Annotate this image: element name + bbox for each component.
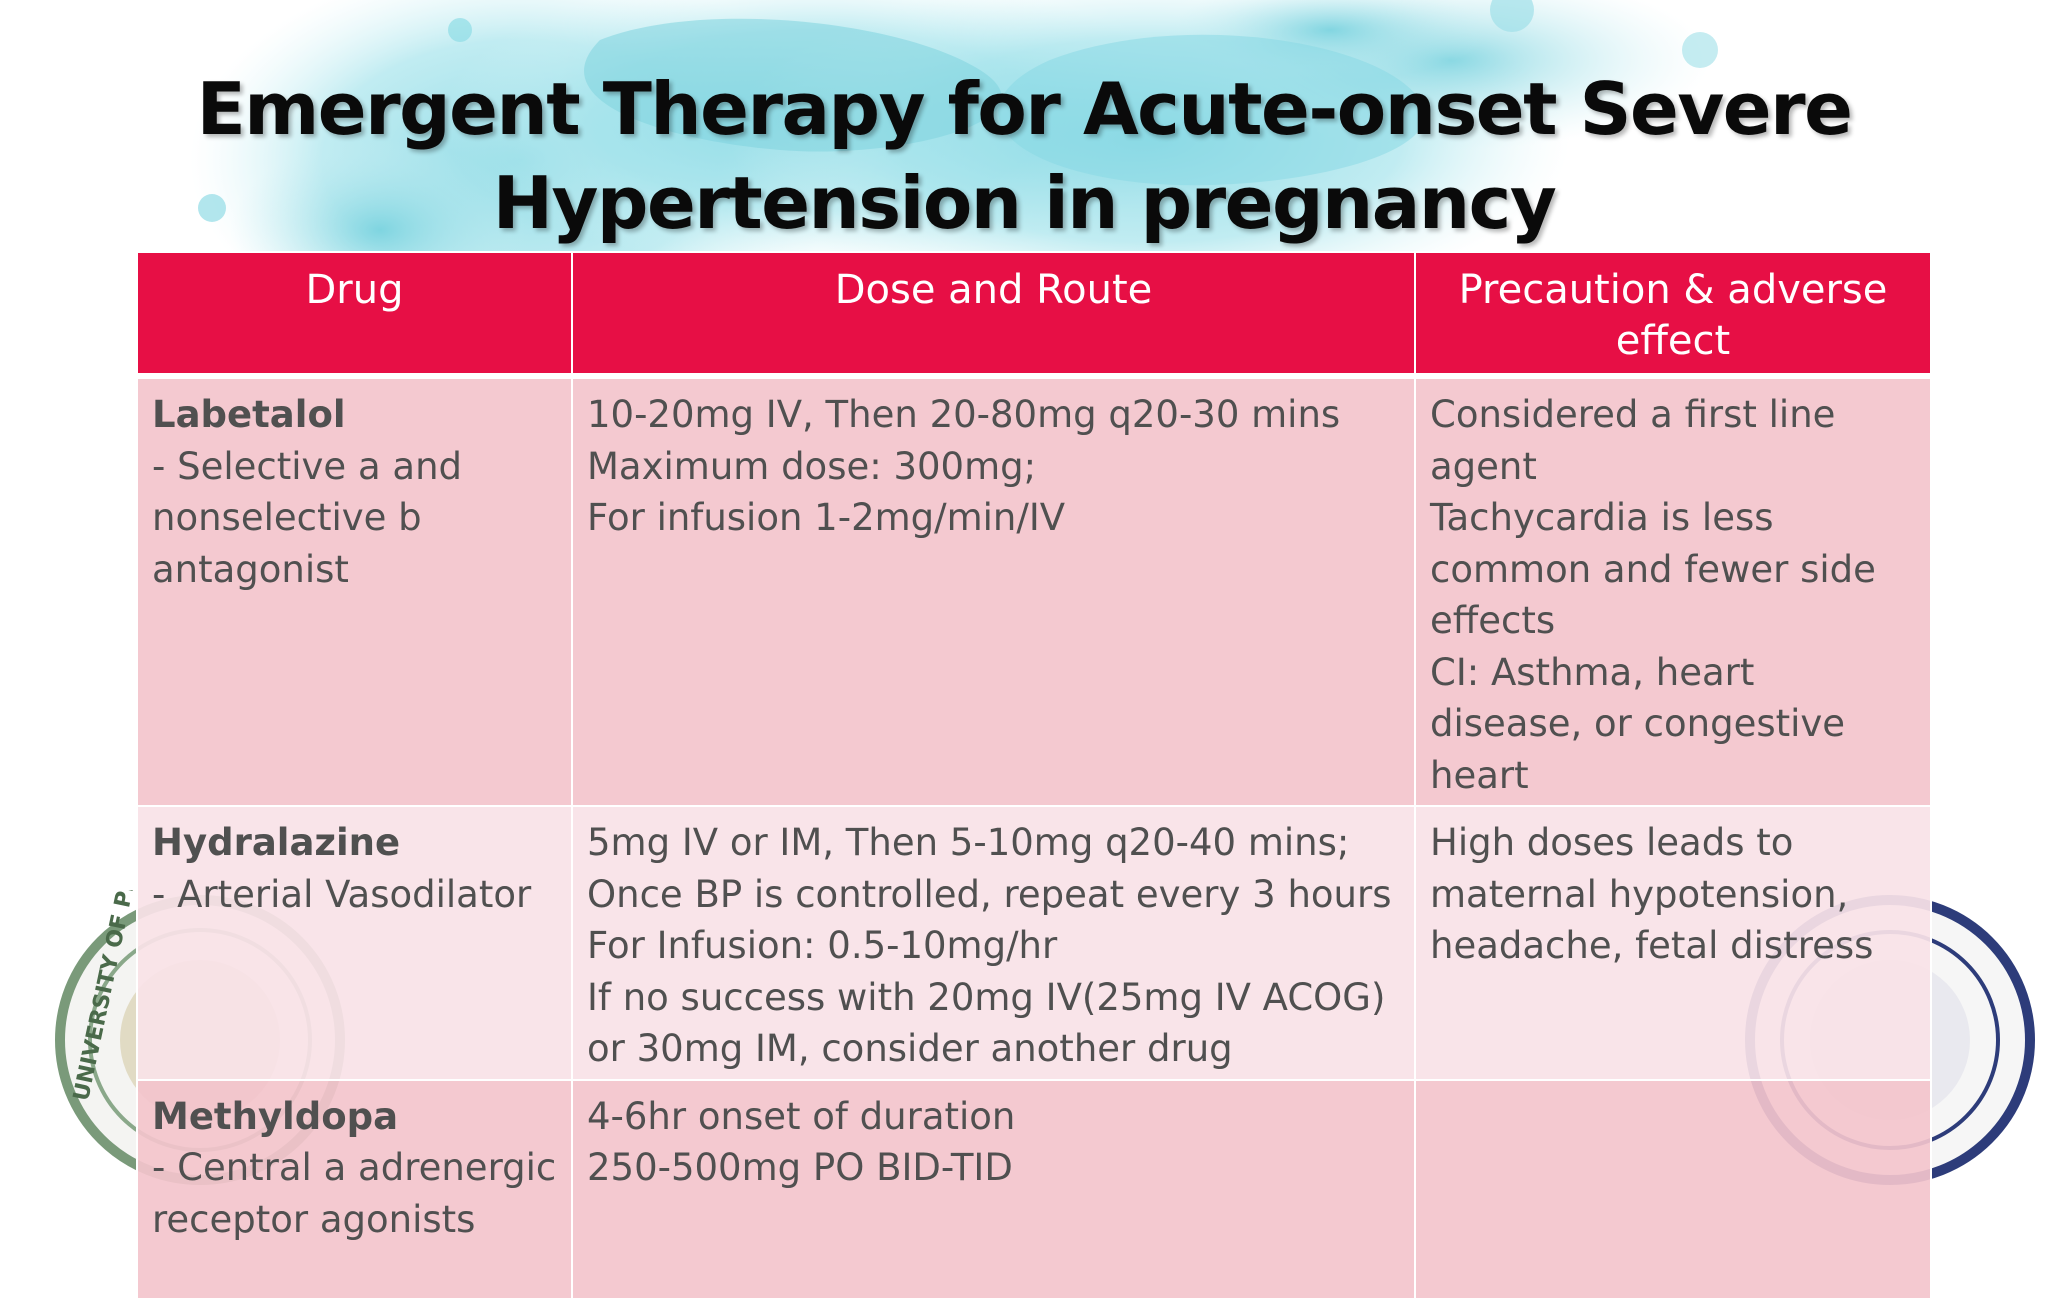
- precaution-line: CI: Asthma, heart disease, or congestive heart: [1430, 650, 1846, 797]
- precaution-line: Considered a first line agent: [1430, 393, 1836, 488]
- drug-cell: [137, 376, 572, 806]
- table-header-row: [137, 252, 1931, 376]
- dose-line: Maximum dose: 300mg;: [587, 444, 1037, 488]
- dose-line: 5mg IV or IM, Then 5-10mg q20-40 mins;: [587, 821, 1350, 864]
- slide-title-line-2: Hypertension in pregnancy: [492, 161, 1556, 245]
- dose-line: For Infusion: 0.5-10mg/hr: [587, 924, 1058, 967]
- dose-line: If no success with 20mg IV(25mg IV ACOG) or 30mg IM, consider another drug: [587, 975, 1386, 1070]
- drug-description: - Arterial Vasodilator: [152, 872, 532, 916]
- table-row: [137, 376, 1931, 806]
- drug-name: Methyldopa: [152, 1094, 399, 1138]
- precaution-cell: [1415, 1080, 1931, 1299]
- slide-title: [0, 62, 2048, 250]
- dose-line: Once BP is controlled, repeat every 3 hours: [587, 872, 1392, 916]
- drug-name: Hydralazine: [152, 821, 401, 864]
- precaution-line: Tachycardia is less common and fewer side effects: [1430, 496, 1876, 642]
- drug-cell: [137, 1080, 572, 1299]
- dose-cell: [572, 1080, 1415, 1299]
- table-row: [137, 806, 1931, 1080]
- dose-cell: [572, 376, 1415, 806]
- dose-cell: [572, 806, 1415, 1080]
- drug-description: - Selective a and nonselective b antagonist: [152, 444, 463, 591]
- header-precaution: Precaution & adverse effect: [1415, 252, 1931, 376]
- dose-line: 4-6hr onset of duration: [587, 1094, 1016, 1138]
- slide-title-line-1: Emergent Therapy for Acute-onset Severe: [196, 67, 1852, 151]
- drug-name: Labetalol: [152, 393, 346, 436]
- dose-line: For infusion 1-2mg/min/IV: [587, 496, 1066, 539]
- dose-line: 10-20mg IV, Then 20-80mg q20-30 mins: [587, 393, 1341, 436]
- header-drug: Drug: [137, 252, 572, 376]
- drug-cell: [137, 806, 572, 1080]
- precaution-line: High doses leads to maternal hypotension, headache, fetal distress: [1430, 821, 1874, 967]
- precaution-cell: [1415, 376, 1931, 806]
- svg-text:ENCY MEDICINE: [2038, 984, 2040, 1190]
- drug-therapy-table: [136, 251, 1932, 1300]
- header-dose-and-route: Dose and Route: [572, 252, 1415, 376]
- dose-line: 250-500mg PO BID-TID: [587, 1146, 1013, 1189]
- drug-description: - Central a adrenergic receptor agonists: [152, 1146, 557, 1241]
- precaution-cell: [1415, 806, 1931, 1080]
- table-row: [137, 1080, 1931, 1299]
